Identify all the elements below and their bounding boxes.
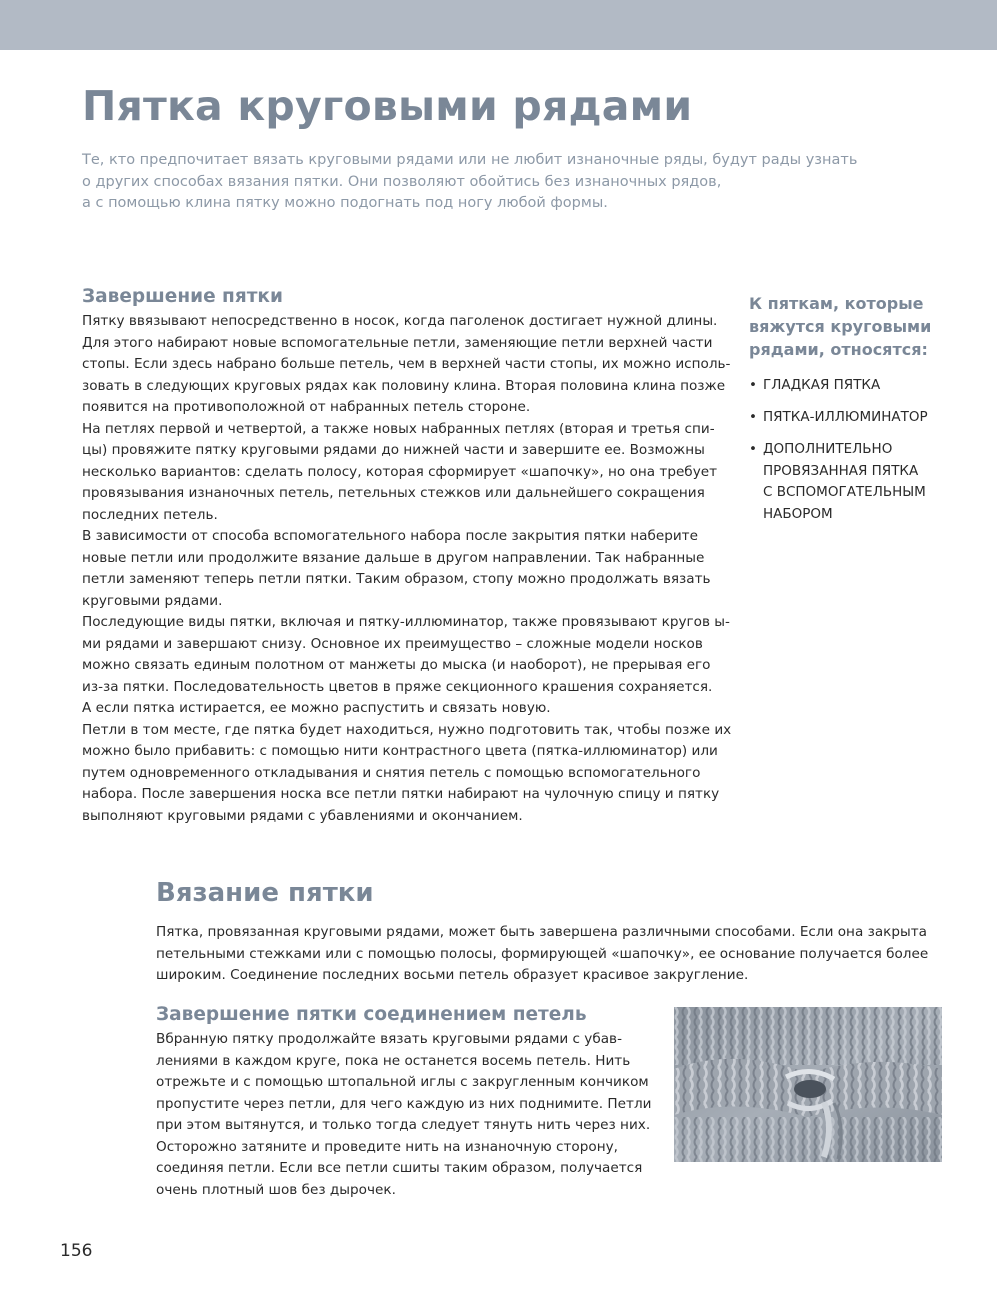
section-body-joining-loops bbox=[156, 1029, 651, 1201]
finishing-heel-line: из-за пятки. Последовательность цветов в пряже секционного крашения сохраняется. bbox=[82, 678, 713, 695]
finishing-heel-line: выполняют круговыми рядами с убавлениями и окончанием. bbox=[82, 807, 523, 824]
knitted-heel-photo bbox=[674, 1007, 942, 1162]
joining-loops-line: Вбранную пятку продолжайте вязать круговыми рядами с убав- bbox=[156, 1031, 622, 1047]
finishing-heel-line: несколько вариантов: сделать полосу, которая сформирует «шапочку», но она требует bbox=[82, 463, 718, 480]
section-heading-joining-loops: Завершение пятки соединением петель bbox=[156, 1004, 587, 1025]
joining-loops-line: очень плотный шов без дырочек. bbox=[156, 1181, 396, 1198]
finishing-heel-line: новые петли или продолжите вязание дальше в другом направлении. Так набранные bbox=[82, 549, 705, 566]
knitted-heel-image bbox=[674, 1007, 942, 1162]
sidebar-heading-line: вяжутся круговыми bbox=[749, 317, 932, 336]
joining-loops-line: отрежьте и с помощью штопальной иглы с закругленным кончиком bbox=[156, 1074, 649, 1090]
finishing-heel-line: петли заменяют теперь петли пятки. Таким образом, стопу можно продолжать вязать bbox=[82, 571, 711, 587]
sidebar-list-item bbox=[749, 407, 928, 429]
intro-line: а с помощью клина пятку можно подогнать под ногу любой формы. bbox=[82, 195, 608, 211]
section-body-heel-knitting bbox=[156, 922, 928, 987]
finishing-heel-line: Пятку ввязывают непосредственно в носок, когда паголенок достигает нужной длины. bbox=[82, 313, 718, 329]
finishing-heel-line: А если пятка истирается, ее можно распустить и связать новую. bbox=[82, 700, 551, 716]
sidebar-heading-line: рядами, относятся: bbox=[749, 340, 928, 359]
finishing-heel-line: зовать в следующих круговых рядах как половину клина. Вторая половина клина позже bbox=[82, 377, 726, 394]
top-band bbox=[0, 0, 997, 50]
section-body-finishing-heel bbox=[82, 311, 731, 827]
joining-loops-line: соединяя петли. Если все петли сшиты таким образом, получается bbox=[156, 1160, 643, 1176]
sidebar-list-item bbox=[749, 375, 928, 397]
intro-paragraph bbox=[82, 150, 858, 215]
heel-knitting-line: петельными стежками или с помощью полосы, формирующей «шапочку», ее основание получается более bbox=[156, 945, 929, 962]
sidebar-heading bbox=[749, 292, 931, 361]
section-heading-heel-knitting: Вязание пятки bbox=[156, 878, 374, 908]
heel-knitting-line: Пятка, провязанная круговыми рядами, может быть завершена различными способами. Если она закрыта bbox=[156, 924, 927, 940]
intro-line: о других способах вязания пятки. Они позволяют обойтись без изнаночных рядов, bbox=[82, 173, 722, 190]
joining-loops-line: Осторожно затяните и проведите нить на изнаночную сторону, bbox=[156, 1138, 618, 1155]
intro-line: Те, кто предпочитает вязать круговыми рядами или не любит изнаночные ряды, будут рады узнать bbox=[82, 152, 858, 168]
page-title: Пятка круговыми рядами bbox=[82, 82, 693, 130]
section-heading-finishing-heel: Завершение пятки bbox=[82, 286, 283, 307]
finishing-heel-line: провязывания изнаночных петель, петельных стежков или дальнейшего сокращения bbox=[82, 485, 705, 501]
joining-loops-line: лениями в каждом круге, пока не останется восемь петель. Нить bbox=[156, 1052, 631, 1069]
sidebar-list-item-line: ПРОВЯЗАННАЯ ПЯТКА bbox=[763, 462, 919, 479]
page-number: 156 bbox=[60, 1241, 93, 1261]
sidebar-list bbox=[749, 375, 928, 536]
bullet-icon: • bbox=[749, 441, 757, 457]
joining-loops-line: при этом вытянутся, и только тогда следует тянуть нить через них. bbox=[156, 1117, 651, 1133]
bullet-icon: • bbox=[749, 377, 757, 393]
finishing-heel-line: последних петель. bbox=[82, 506, 218, 523]
sidebar-list-item-line: С ВСПОМОГАТЕЛЬНЫМ bbox=[763, 484, 926, 500]
finishing-heel-line: Петли в том месте, где пятка будет находиться, нужно подготовить так, чтобы позже их bbox=[82, 721, 732, 738]
finishing-heel-line: ми рядами и завершают снизу. Основное их преимущество – сложные модели носков bbox=[82, 635, 703, 652]
joining-loops-line: пропустите через петли, для чего каждую из них поднимите. Петли bbox=[156, 1095, 652, 1112]
heel-knitting-line: широким. Соединение последних восьми петель образует красивое закругление. bbox=[156, 967, 749, 983]
bullet-icon: • bbox=[749, 409, 757, 425]
finishing-heel-line: Последующие виды пятки, включая и пятку-иллюминатор, также провязывают кругов ы- bbox=[82, 614, 730, 630]
sidebar-list-item-line: ДОПОЛНИТЕЛЬНО bbox=[763, 441, 893, 457]
sidebar-heading-line: К пяткам, которые bbox=[749, 294, 924, 313]
finishing-heel-line: появится на противоположной от набранных петель стороне. bbox=[82, 399, 531, 415]
finishing-heel-line: цы) провяжите пятку круговыми рядами до нижней части и завершите ее. Возможны bbox=[82, 442, 705, 458]
finishing-heel-line: На петлях первой и четвертой, а также новых набранных петлях (вторая и третья спи- bbox=[82, 420, 715, 437]
finishing-heel-line: стопы. Если здесь набрано больше петель, чем в верхней части стопы, их можно исполь- bbox=[82, 356, 731, 372]
finishing-heel-line: можно связать единым полотном от манжеты до мыска (и наоборот), не прерывая его bbox=[82, 657, 711, 673]
finishing-heel-line: набора. После завершения носка все петли пятки набирают на чулочную спицу и пятку bbox=[82, 786, 720, 802]
finishing-heel-line: круговыми рядами. bbox=[82, 592, 223, 609]
sidebar-list-item-line: ПЯТКА-ИЛЛЮМИНАТОР bbox=[763, 409, 928, 425]
sidebar-list-item bbox=[749, 439, 928, 525]
finishing-heel-line: В зависимости от способа вспомогательного набора после закрытия пятки наберите bbox=[82, 528, 698, 544]
sidebar-list-item-line: ГЛАДКАЯ ПЯТКА bbox=[763, 377, 881, 393]
finishing-heel-line: путем одновременного откладывания и снятия петель с помощью вспомогательного bbox=[82, 764, 701, 781]
finishing-heel-line: Для этого набирают новые вспомогательные петли, заменяющие петли верхней части bbox=[82, 334, 713, 351]
sidebar-list-item-line: НАБОРОМ bbox=[763, 505, 833, 522]
finishing-heel-line: можно было прибавить: с помощью нити контрастного цвета (пятка-иллюминатор) или bbox=[82, 743, 718, 759]
